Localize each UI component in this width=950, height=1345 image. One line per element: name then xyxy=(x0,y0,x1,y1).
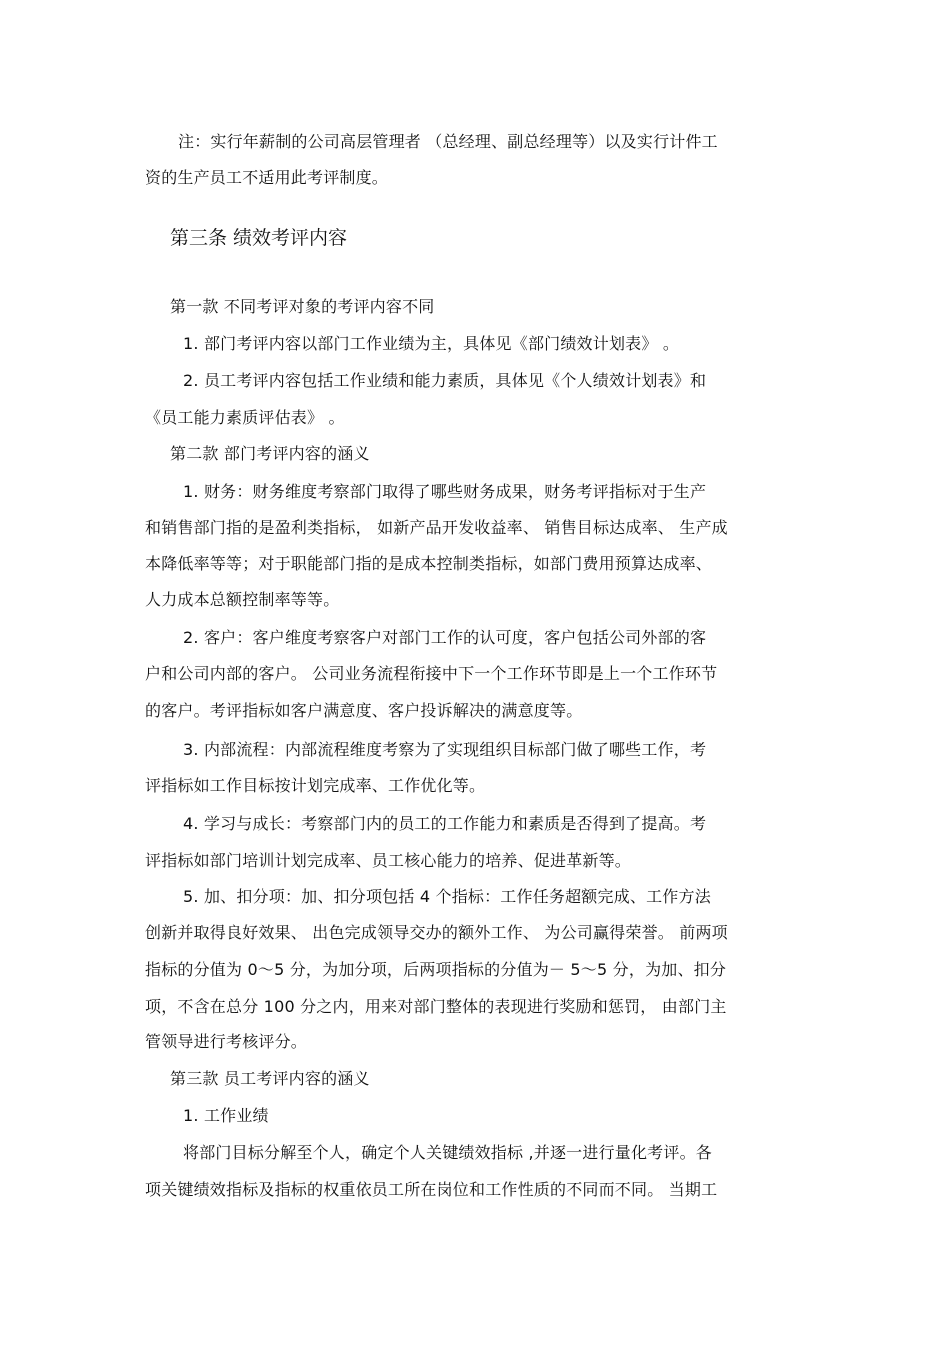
customer-line-2: 户和公司内部的客户。 公司业务流程衔接中下一个工作环节即是上一个工作环节 xyxy=(145,664,718,683)
clause-1-item-1: 1. 部门考评内容以部门工作业绩为主，具体见《部门绩效计划表》 。 xyxy=(183,334,680,353)
clause-1-item-2-line-1: 2. 员工考评内容包括工作业绩和能力素质，具体见《个人绩效计划表》和 xyxy=(183,371,707,390)
learning-line-1: 4. 学习与成长：考察部门内的员工的工作能力和素质是否得到了提高。考 xyxy=(183,814,707,833)
bonus-line-5: 管领导进行考核评分。 xyxy=(145,1032,308,1051)
bonus-line-4: 项，不含在总分 100 分之内，用来对部门整体的表现进行奖励和惩罚， 由部门主 xyxy=(145,997,727,1016)
process-line-2: 评指标如工作目标按计划完成率、工作优化等。 xyxy=(145,776,486,795)
bonus-line-3: 指标的分值为 0～5 分，为加分项，后两项指标的分值为－ 5～5 分，为加、扣分 xyxy=(145,960,727,979)
clause-3-body-line-2: 项关键绩效指标及指标的权重依员工所在岗位和工作性质的不同而不同。 当期工 xyxy=(145,1180,718,1199)
note-line-2: 资的生产员工不适用此考评制度。 xyxy=(145,168,389,187)
bonus-line-1: 5. 加、扣分项：加、扣分项包括 4 个指标：工作任务超额完成、工作方法 xyxy=(183,887,711,906)
customer-line-1: 2. 客户：客户维度考察客户对部门工作的认可度，客户包括公司外部的客 xyxy=(183,628,707,647)
finance-line-1: 1. 财务：财务维度考察部门取得了哪些财务成果，财务考评指标对于生产 xyxy=(183,482,707,501)
learning-line-2: 评指标如部门培训计划完成率、员工核心能力的培养、促进革新等。 xyxy=(145,851,632,870)
finance-line-2: 和销售部门指的是盈利类指标， 如新产品开发收益率、 销售目标达成率、 生产成 xyxy=(145,518,728,537)
clause-3-heading: 第三款 员工考评内容的涵义 xyxy=(170,1069,370,1088)
customer-line-3: 的客户。考评指标如客户满意度、客户投诉解决的满意度等。 xyxy=(145,701,583,720)
article-3-heading: 第三条 绩效考评内容 xyxy=(170,227,348,249)
finance-line-4: 人力成本总额控制率等等。 xyxy=(145,590,340,609)
note-line-1: 注：实行年薪制的公司高层管理者 （总经理、副总经理等）以及实行计件工 xyxy=(178,132,718,151)
clause-1-heading: 第一款 不同考评对象的考评内容不同 xyxy=(170,297,435,316)
process-line-1: 3. 内部流程：内部流程维度考察为了实现组织目标部门做了哪些工作，考 xyxy=(183,740,707,759)
clause-1-item-2-line-2: 《员工能力素质评估表》 。 xyxy=(145,408,345,427)
finance-line-3: 本降低率等等；对于职能部门指的是成本控制类指标，如部门费用预算达成率、 xyxy=(145,554,713,573)
bonus-line-2: 创新并取得良好效果、 出色完成领导交办的额外工作、 为公司赢得荣誉。 前两项 xyxy=(145,923,728,942)
clause-3-body-line-1: 将部门目标分解至个人，确定个人关键绩效指标 ,并逐一进行量化考评。各 xyxy=(183,1143,712,1162)
clause-2-heading: 第二款 部门考评内容的涵义 xyxy=(170,444,370,463)
clause-3-item-1-title: 1. 工作业绩 xyxy=(183,1106,269,1125)
